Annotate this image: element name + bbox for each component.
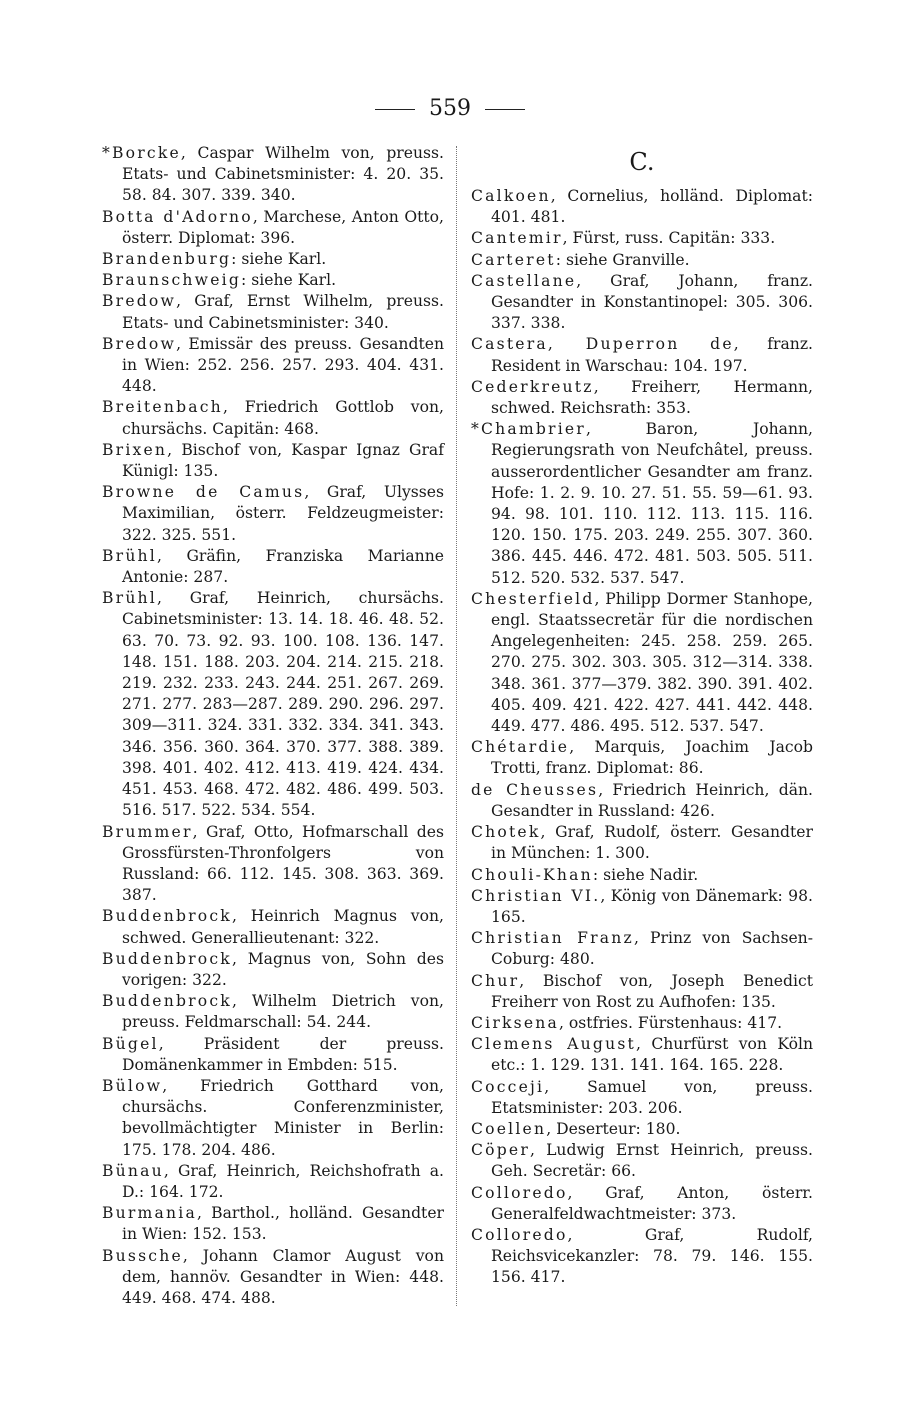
index-entry xyxy=(102,270,444,291)
index-entry xyxy=(102,588,444,821)
index-entry xyxy=(471,971,813,1013)
entry-details: , Magnus von, Sohn des vorigen: 322. xyxy=(122,949,444,989)
index-entry xyxy=(102,440,444,482)
index-column-right xyxy=(471,186,813,1289)
entry-name: Bussche xyxy=(102,1246,183,1265)
entry-details: , Barthol., holländ. Gesandter in Wien: 152. 153. xyxy=(122,1204,444,1244)
index-entry xyxy=(102,1203,444,1245)
entry-name: Calkoen xyxy=(471,187,551,205)
index-entry xyxy=(102,482,444,546)
entry-name: Brühl xyxy=(102,589,157,608)
entry-name: Clemens August xyxy=(471,1035,636,1054)
entry-name: Brummer xyxy=(102,822,193,841)
index-entry xyxy=(471,1183,813,1225)
column-divider xyxy=(456,146,457,1306)
entry-name: de Cheusses xyxy=(471,780,599,799)
entry-name: Brixen xyxy=(102,440,168,459)
index-entry xyxy=(471,228,813,249)
entry-name: Cocceji xyxy=(471,1077,545,1096)
entry-details: , Caspar Wilhelm von, preuss. Etats- und Cabinetsminister: 4. 20. 35. 58. 84. 307. 339. 340. xyxy=(122,144,444,205)
entry-details: , Heinrich Magnus von, schwed. Generallieutenant: 322. xyxy=(122,907,444,947)
entry-name: Bredow xyxy=(102,334,177,353)
entry-details: , Marchese, Anton Otto, österr. Diplomat: 396. xyxy=(122,207,444,247)
entry-details: , Graf, Ulysses Maximilian, österr. Feldzeugmeister: 322. 325. 551. xyxy=(122,483,444,544)
entry-name: Chotek xyxy=(471,823,541,842)
entry-details: , Friedrich Gottlob von, chursächs. Capitän: 468. xyxy=(122,398,444,438)
index-entry xyxy=(471,865,813,886)
index-entry xyxy=(471,334,813,376)
entry-details: , Graf, Rudolf, Reichsvicekanzler: 78. 79. 146. 155. 156. 417. xyxy=(491,1225,813,1287)
index-entry xyxy=(471,1034,813,1076)
entry-name: Cantemir xyxy=(471,229,563,248)
index-entry xyxy=(471,737,813,779)
entry-details: , Baron, Johann, Regierungsrath von Neufchâtel, preuss. ausserordentlicher Gesandter am franz. Hofe: 1. 2. 9. 10. 27. 51. 55. 59—61. 93. 94. 98. 101. 110. 112. 113. 115. 116. 120. 150. 175. 203. 249. 255. 307. 360. 386. 445. 446. 472. 481. 503. 505. 511. 512. 520. 532. 537. 547. xyxy=(491,420,813,587)
index-entry xyxy=(102,291,444,333)
entry-name: Chesterfield xyxy=(471,589,595,608)
index-entry xyxy=(102,207,444,249)
entry-details: : siehe Nadir. xyxy=(592,865,699,884)
index-entry xyxy=(471,250,813,271)
index-entry xyxy=(471,1077,813,1119)
entry-name: Buddenbrock xyxy=(102,992,232,1011)
entry-name: Castellane xyxy=(471,271,577,290)
entry-details: , Emissär des preuss. Gesandten in Wien: 252. 256. 257. 293. 404. 431. 448. xyxy=(122,334,444,396)
index-entry xyxy=(471,928,813,970)
entry-name: *Borcke xyxy=(102,144,181,162)
index-entry xyxy=(471,822,813,864)
entry-details: , Philipp Dormer Stanhope, engl. Staatssecretär für die nordischen Angelegenheiten: 245. 258. 259. 265. 270. 275. 302. 303. 305. 312—314. 338. 348. 361. 377—379. 382. 390. 391. 402. 405. 409. 421. 422. 427. 441. 442. 448. 449. 477. 486. 495. 512. 537. 547. xyxy=(491,589,813,736)
entry-details: , Graf, Rudolf, österr. Gesandter in München: 1. 300. xyxy=(491,823,813,863)
index-entry xyxy=(102,397,444,439)
entry-name: Castera, Duperron de xyxy=(471,335,734,354)
entry-name: Christian Franz xyxy=(471,929,634,948)
entry-details: , Graf, Otto, Hofmarschall des Grossfürsten-Thronfolgers von Russland: 66. 112. 145. 308. 363. 369. 387. xyxy=(122,822,444,905)
entry-name: Chétardie xyxy=(471,738,570,757)
entry-details: , Gräfin, Franziska Marianne Antonie: 287. xyxy=(122,546,444,587)
entry-details: , Graf, Heinrich, Reichshofrath a. D.: 164. 172. xyxy=(122,1161,444,1201)
entry-details: , Prinz von Sachsen-Coburg: 480. xyxy=(491,929,813,969)
index-column-left xyxy=(102,143,444,1309)
index-entry xyxy=(102,822,444,907)
entry-name: Colloredo xyxy=(471,1225,568,1244)
entry-name: Colloredo xyxy=(471,1183,568,1202)
index-entry xyxy=(471,1119,813,1140)
index-entry xyxy=(102,1076,444,1161)
index-entry xyxy=(102,991,444,1033)
index-entry xyxy=(471,419,813,589)
entry-name: Chur xyxy=(471,971,520,990)
index-entry xyxy=(102,1161,444,1203)
index-entry xyxy=(471,589,813,737)
entry-details: , franz. Resident in Warschau: 104. 197. xyxy=(491,335,813,375)
entry-name: Cirksena xyxy=(471,1013,559,1032)
index-entry xyxy=(471,377,813,419)
entry-name: *Chambrier xyxy=(471,420,586,439)
entry-details: : siehe Karl. xyxy=(241,271,337,290)
section-letter: C. xyxy=(629,148,655,176)
entry-details: , Ludwig Ernst Heinrich, preuss. Geh. Secretär: 66. xyxy=(491,1141,813,1181)
entry-name: Chouli-Khan xyxy=(471,865,593,884)
entry-name: Bünau xyxy=(102,1161,164,1180)
entry-details: , Graf, Heinrich, chursächs. Cabinetsminister: 13. 14. 18. 46. 48. 52. 63. 70. 73. 92. 93. 100. 108. 136. 147. 148. 151. 188. 203. 204. 214. 215. 218. 219. 232. 233. 243. 244. 251. 267. 269. 271. 277. 283—287. 289. 290. 296. 297. 309—311. 324. 331. 332. 334. 341. 343. 346. 356. 360. 364. 370. 377. 388. 389. 398. 401. 402. 412. 413. 419. 424. 434. 451. 453. 468. 472. 482. 486. 499. 503. 516. 517. 522. 534. 554. xyxy=(122,589,444,820)
entry-name: Bredow xyxy=(102,292,177,311)
index-entry xyxy=(102,334,444,398)
entry-name: Brühl xyxy=(102,546,157,565)
entry-details: , Fürst, russ. Capitän: 333. xyxy=(562,229,776,248)
index-entry xyxy=(102,1246,444,1310)
entry-name: Bülow xyxy=(102,1076,163,1095)
entry-name: Breitenbach xyxy=(102,398,223,417)
page-number: 559 xyxy=(429,96,471,121)
index-entry xyxy=(102,249,444,270)
page-header xyxy=(0,96,900,121)
entry-details: : siehe Granville. xyxy=(555,250,690,269)
index-entry xyxy=(471,1225,813,1289)
entry-name: Cöper xyxy=(471,1141,530,1160)
entry-details: , Bischof von, Joseph Benedict Freiherr von Rost zu Aufhofen: 135. xyxy=(491,971,813,1011)
entry-details: , Wilhelm Dietrich von, preuss. Feldmarschall: 54. 244. xyxy=(122,992,444,1032)
index-entry xyxy=(471,780,813,822)
index-entry xyxy=(102,143,444,207)
entry-details: : siehe Karl. xyxy=(231,250,327,269)
entry-details: , Samuel von, preuss. Etatsminister: 203. 206. xyxy=(491,1077,813,1117)
index-entry xyxy=(102,1034,444,1076)
entry-details: , Graf, Ernst Wilhelm, preuss. Etats- und Cabinetsminister: 340. xyxy=(122,292,444,332)
entry-details: , Cornelius, holländ. Diplomat: 401. 481. xyxy=(491,187,813,227)
entry-name: Christian VI. xyxy=(471,886,601,905)
entry-details: , Johann Clamor August von dem, hannöv. Gesandter in Wien: 448. 449. 468. 474. 488. xyxy=(122,1246,444,1307)
entry-name: Burmania xyxy=(102,1204,197,1223)
entry-name: Botta d'Adorno xyxy=(102,207,253,226)
header-rule-left xyxy=(375,109,415,110)
entry-details: , Deserteur: 180. xyxy=(546,1119,681,1138)
entry-details: , Bischof von, Kaspar Ignaz Graf Künigl: 135. xyxy=(122,440,444,481)
entry-details: , Churfürst von Köln etc.: 1. 129. 131. 141. 164. 165. 228. xyxy=(491,1035,813,1075)
index-entry xyxy=(471,186,813,228)
index-entry xyxy=(471,271,813,335)
entry-name: Buddenbrock xyxy=(102,949,232,968)
entry-name: Carteret xyxy=(471,250,556,269)
entry-details: , Graf, Johann, franz. Gesandter in Konstantinopel: 305. 306. 337. 338. xyxy=(491,271,813,333)
entry-name: Coellen xyxy=(471,1119,547,1138)
entry-name: Bügel xyxy=(102,1034,159,1053)
index-entry xyxy=(471,886,813,928)
entry-name: Browne de Camus xyxy=(102,483,305,502)
entry-details: , Friedrich Heinrich, dän. Gesandter in Russland: 426. xyxy=(491,780,813,820)
entry-details: , Präsident der preuss. Domänenkammer in Embden: 515. xyxy=(122,1034,444,1074)
entry-name: Cederkreutz xyxy=(471,377,594,396)
entry-name: Buddenbrock xyxy=(102,907,232,926)
entry-details: , ostfries. Fürstenhaus: 417. xyxy=(559,1013,783,1032)
index-entry xyxy=(471,1013,813,1034)
header-rule-right xyxy=(485,109,525,110)
index-entry xyxy=(102,906,444,948)
entry-name: Braunschweig xyxy=(102,271,242,290)
entry-details: , Friedrich Gotthard von, chursächs. Conferenzminister, bevollmächtigter Minister in Berlin: 175. 178. 204. 486. xyxy=(122,1076,444,1159)
entry-details: , Marquis, Joachim Jacob Trotti, franz. Diplomat: 86. xyxy=(491,738,813,778)
index-entry xyxy=(102,949,444,991)
index-entry xyxy=(102,546,444,588)
entry-details: , Graf, Anton, österr. Generalfeldwachtmeister: 373. xyxy=(491,1183,813,1223)
index-entry xyxy=(471,1140,813,1182)
entry-details: , Freiherr, Hermann, schwed. Reichsrath: 353. xyxy=(491,377,813,418)
entry-name: Brandenburg xyxy=(102,250,232,269)
entry-details: , König von Dänemark: 98. 165. xyxy=(491,886,813,926)
